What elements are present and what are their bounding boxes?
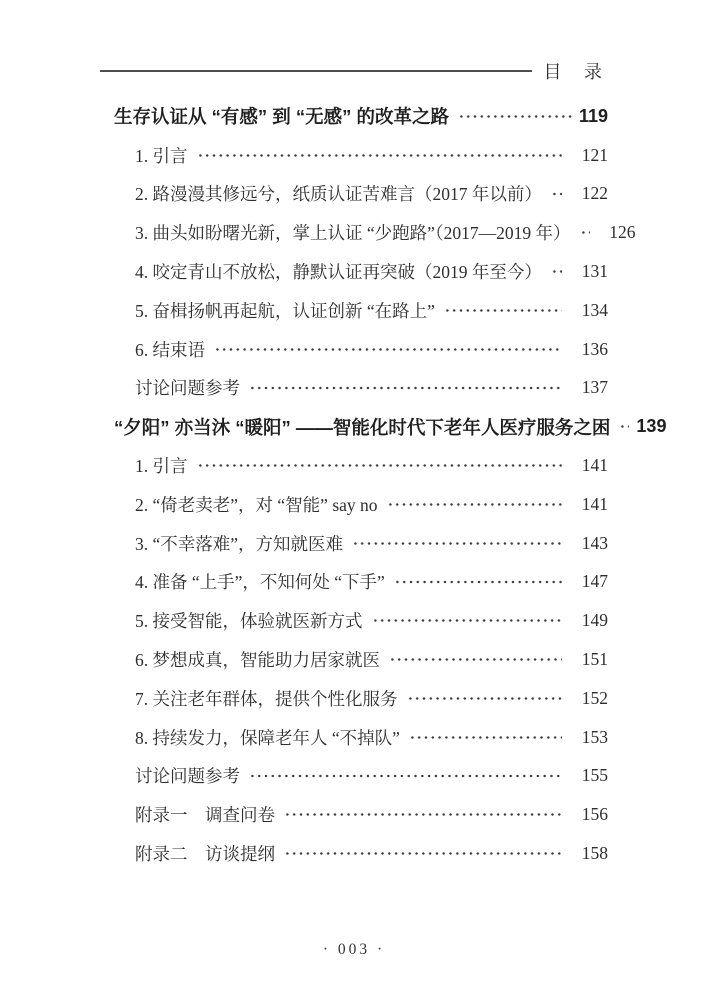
toc-entry-page: 147 xyxy=(581,571,608,592)
toc-entry-label: 8. 持续发力，保障老年人 “不掉队” xyxy=(135,727,400,748)
toc-entry xyxy=(100,175,608,214)
toc-entry-page: 134 xyxy=(581,299,608,320)
toc-entry xyxy=(100,834,608,873)
dot-leader xyxy=(284,834,562,873)
toc-entry xyxy=(100,330,608,369)
toc-entry-page: 158 xyxy=(581,843,608,864)
dot-leader xyxy=(249,757,562,796)
dot-leader xyxy=(372,601,563,640)
toc-entry-label: 讨论问题参考 xyxy=(135,766,240,787)
toc-entry xyxy=(100,640,608,679)
toc-entry xyxy=(100,757,608,796)
dot-leader xyxy=(407,679,563,718)
toc-entry-label: 2. 路漫漫其修远兮，纸质认证苦难言（2017 年以前） xyxy=(135,184,542,205)
toc-entry-page: 156 xyxy=(581,804,608,825)
toc-entry-label: 1. 引言 xyxy=(135,145,188,166)
dot-leader xyxy=(197,446,563,485)
toc-entry xyxy=(100,446,608,485)
dot-leader xyxy=(352,524,562,563)
toc-entry xyxy=(100,407,667,446)
page-header xyxy=(100,58,611,84)
toc-entry-page: 139 xyxy=(636,416,667,437)
toc-entry-page: 141 xyxy=(581,455,608,476)
dot-leader xyxy=(458,97,572,136)
toc-entry-label: 4. 准备 “上手”，不知何处 “下手” xyxy=(135,572,385,593)
dot-leader xyxy=(394,563,562,602)
dot-leader xyxy=(551,252,562,291)
toc-entry-label: 讨论问题参考 xyxy=(135,378,240,399)
toc-entry-page: 152 xyxy=(581,687,608,708)
toc-heading: 目 录 xyxy=(543,62,611,82)
toc-entry-page: 122 xyxy=(581,183,608,204)
dot-leader xyxy=(284,795,562,834)
toc-entry-label: 2. “倚老卖老”，对 “智能” say no xyxy=(135,494,378,515)
folio-page-number: · 003 · xyxy=(322,941,386,958)
toc-entry-page: 131 xyxy=(581,261,608,282)
toc-entry-label: 生存认证从 “有感” 到 “无感” 的改革之路 xyxy=(114,106,450,128)
toc-entry-page: 137 xyxy=(581,377,608,398)
toc-entry xyxy=(100,136,608,175)
dot-leader xyxy=(197,136,563,175)
toc-entry xyxy=(100,718,608,757)
toc-entry-label: 6. 梦想成真，智能助力居家就医 xyxy=(135,650,380,671)
toc-entry-label: 6. 结束语 xyxy=(135,339,205,360)
toc-entry-page: 151 xyxy=(581,649,608,670)
toc-entry xyxy=(100,563,608,602)
toc-entry-label: 3. 曲头如盼曙光新，掌上认证 “少跑路”（2017—2019 年） xyxy=(135,223,571,244)
toc-entry-page: 155 xyxy=(581,765,608,786)
toc-entry-page: 149 xyxy=(581,610,608,631)
toc-entry-label: 5. 接受智能，体验就医新方式 xyxy=(135,611,363,632)
dot-leader xyxy=(551,175,562,214)
toc-entry-label: 3. “不幸落难”，方知就医难 xyxy=(135,533,344,554)
dot-leader xyxy=(619,407,629,446)
toc-entry xyxy=(100,524,608,563)
toc-entry xyxy=(100,679,608,718)
toc-entry-page: 121 xyxy=(581,144,608,165)
dot-leader xyxy=(444,291,562,330)
toc-entry-page: 126 xyxy=(609,222,636,243)
dot-leader xyxy=(389,640,562,679)
toc-entry-page: 136 xyxy=(581,338,608,359)
dot-leader xyxy=(580,213,590,252)
toc-entry-label: 7. 关注老年群体，提供个性化服务 xyxy=(135,688,398,709)
dot-leader xyxy=(409,718,562,757)
toc-entry-label: “夕阳” 亦当沐 “暖阳” ——智能化时代下老年人医疗服务之困 xyxy=(114,416,611,438)
toc-entry xyxy=(100,485,608,524)
toc-entry xyxy=(100,601,608,640)
toc-entry-label: 附录一 调查问卷 xyxy=(135,805,275,826)
toc-entry-page: 141 xyxy=(581,493,608,514)
toc-entry-label: 附录二 访谈提纲 xyxy=(135,844,275,865)
dot-leader xyxy=(249,369,562,408)
dot-leader xyxy=(387,485,562,524)
toc-list xyxy=(100,97,667,873)
toc-entry-page: 153 xyxy=(581,726,608,747)
header-rule xyxy=(100,70,532,72)
toc-entry xyxy=(100,252,608,291)
toc-entry-label: 4. 咬定青山不放松，静默认证再突破（2019 年至今） xyxy=(135,262,542,283)
toc-entry xyxy=(100,795,608,834)
toc-entry-page: 119 xyxy=(578,105,608,126)
toc-entry xyxy=(100,369,608,408)
toc-entry xyxy=(100,97,608,136)
toc-entry xyxy=(100,213,636,252)
toc-entry-label: 5. 奋楫扬帆再起航，认证创新 “在路上” xyxy=(135,300,435,321)
dot-leader xyxy=(214,330,562,369)
toc-entry-label: 1. 引言 xyxy=(135,456,188,477)
toc-entry xyxy=(100,291,608,330)
toc-entry-page: 143 xyxy=(581,532,608,553)
